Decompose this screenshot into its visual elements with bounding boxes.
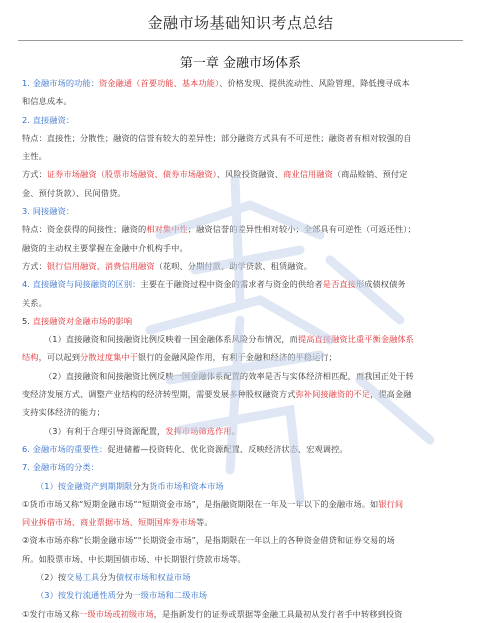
text-segment: 6. 金融市场的重要性： bbox=[22, 443, 108, 454]
text-segment: 发挥市场筛选作用 bbox=[165, 425, 232, 436]
text-segment: 主要在于融资过程中资金的需求者与资金的供给者 bbox=[140, 279, 323, 290]
text-segment: 方式： bbox=[22, 260, 47, 271]
text-segment: 、价格发现、提供流动性、风险管理、降低搜寻成本 bbox=[219, 78, 410, 88]
text-segment: （花呗、分期付款、助学贷款、租赁融资。 bbox=[154, 260, 313, 271]
text-segment: （2）直接融资和间接融资比例反映一国金融体系配置的效率是否与实体经济相匹配，而我国正处于转 bbox=[44, 370, 414, 381]
text-segment: ，是指新发行的证券或票据等金融工具最初从发行者手中转移到投资 bbox=[153, 608, 403, 619]
text-segment: 关系。 bbox=[22, 297, 47, 308]
text-segment: 结构 bbox=[22, 352, 39, 363]
text-segment: 变经济发展方式、调整产业结构的经济转型期，需要发展多种股权融资方式 bbox=[22, 389, 296, 400]
text-segment: ①发行市场又称 bbox=[22, 608, 80, 619]
text-segment: 弥补间接融资的不足 bbox=[295, 389, 371, 400]
text-line bbox=[22, 385, 460, 403]
text-line bbox=[22, 220, 460, 238]
text-segment: 证券市场融资（股票市场融资、债券市场融资） bbox=[46, 169, 217, 180]
text-line bbox=[22, 440, 460, 458]
text-segment: 5. bbox=[22, 315, 33, 326]
text-line bbox=[22, 184, 460, 202]
text-line bbox=[22, 568, 460, 586]
text-line bbox=[22, 550, 460, 568]
text-line bbox=[22, 147, 460, 165]
text-segment: ②资本市场亦称“长期金融市场”“长期资金市场”，是指期限在一年以上的各种资金借贷和证券交易的场 bbox=[22, 535, 395, 546]
text-segment: 促进储蓄—投资转化、优化资源配置、反映经济状态、宏观调控。 bbox=[107, 443, 348, 454]
text-segment: 特点：资金获得的间接性；融资的 bbox=[22, 224, 147, 235]
text-segment: 金、预付货款）、民间借贷。 bbox=[22, 187, 126, 198]
text-segment: 是否直接 bbox=[322, 279, 356, 290]
text-line bbox=[22, 513, 460, 531]
text-segment: ，可以起到 bbox=[38, 352, 81, 363]
text-segment: 等。 bbox=[196, 517, 213, 528]
text-line bbox=[22, 458, 460, 476]
text-line bbox=[22, 294, 460, 312]
text-segment: 分散过度集中于 bbox=[80, 352, 139, 363]
text-segment: 7. 金融市场的分类： bbox=[22, 462, 100, 473]
text-segment: 4. 直接融资与间接融资的区别： bbox=[22, 279, 141, 290]
text-segment: 同业拆借市场、商业票据市场、短期国库券市场 bbox=[22, 517, 197, 528]
text-segment: 主性。 bbox=[22, 151, 47, 162]
text-segment: 所。如股票市场、中长期国债市场、中长期银行贷款市场等。 bbox=[22, 553, 246, 564]
text-segment: 债权市场和权益市场 bbox=[115, 572, 191, 583]
text-line bbox=[22, 92, 460, 110]
text-line bbox=[22, 348, 460, 366]
text-segment: 2. 直接融资： bbox=[22, 114, 75, 125]
text-segment: ，提高金融 bbox=[370, 389, 412, 400]
text-line bbox=[22, 477, 460, 495]
text-line bbox=[22, 202, 460, 220]
text-segment: 形成债权债务 bbox=[355, 279, 406, 290]
text-line bbox=[22, 74, 460, 92]
text-line bbox=[22, 275, 460, 293]
text-line bbox=[22, 129, 460, 147]
text-segment: 银行间 bbox=[378, 498, 404, 509]
text-segment: （商品赊销、预付定 bbox=[332, 169, 408, 180]
text-segment: 交易工具 bbox=[66, 572, 100, 583]
text-line bbox=[22, 403, 460, 421]
text-segment: 3. 间接融资： bbox=[22, 206, 75, 217]
text-line bbox=[22, 330, 460, 348]
text-line bbox=[22, 367, 460, 385]
text-line bbox=[22, 111, 460, 129]
text-segment: 特点：直接性；分散性；融资的信誉有较大的差异性；部分融资方式具有不可逆性；融资者有相对较强的自 bbox=[22, 132, 412, 143]
text-segment: 1. 金融市场的功能： bbox=[22, 78, 100, 88]
text-segment: 方式： bbox=[22, 169, 47, 180]
text-segment: 银行的金融风险作用，有利于金融和经济的平稳运行； bbox=[138, 352, 337, 363]
text-segment: （3）有利于合理引导资源配置， bbox=[44, 425, 166, 436]
text-line bbox=[22, 495, 460, 513]
text-segment: （1）直接融资和间接融资比例反映着一国金融体系风险分布情况，而 bbox=[44, 334, 298, 345]
text-segment: 一级市场和二级市场 bbox=[132, 590, 208, 601]
text-segment: 相对集中性 bbox=[146, 224, 188, 235]
document-title: 金融市场基础知识考点总结 bbox=[147, 14, 334, 32]
text-segment: 一级市场或初级市场 bbox=[79, 608, 154, 619]
text-segment: 分为 bbox=[132, 480, 150, 491]
text-segment: 分为 bbox=[115, 590, 133, 601]
text-segment: 融资的主动权主要掌握在金融中介机构手中。 bbox=[22, 242, 188, 253]
text-line bbox=[22, 605, 460, 623]
text-line bbox=[22, 239, 460, 257]
text-segment: 。 bbox=[231, 425, 240, 436]
text-segment: 提高直接融资比重平衡金融体系 bbox=[297, 334, 414, 345]
text-segment: 直接融资对金融市场的影响 bbox=[32, 315, 133, 326]
document-body bbox=[22, 74, 460, 623]
chapter-heading: 第一章 金融市场体系 bbox=[179, 56, 302, 71]
text-segment: ①货币市场又称“短期金融市场”“短期资金市场”，是指融资期限在一年及一年以下的金融市场。如 bbox=[22, 498, 379, 509]
text-line bbox=[22, 422, 460, 440]
text-segment: （2）按 bbox=[36, 572, 67, 583]
text-line bbox=[22, 531, 460, 549]
title-divider bbox=[18, 40, 463, 41]
text-segment: 商业信用融资 bbox=[283, 169, 333, 180]
text-line bbox=[22, 165, 460, 183]
text-segment: ；融资信誉的差异性相对较小；全部具有可逆性（可返还性）； bbox=[187, 224, 416, 235]
text-segment: （1）按金融资产到期期限 bbox=[36, 480, 133, 491]
text-segment: 支持实体经济的能力； bbox=[22, 407, 105, 418]
text-segment: 和信息成本。 bbox=[22, 96, 72, 107]
text-line bbox=[22, 312, 460, 330]
text-segment: 货币市场和资本市场 bbox=[149, 480, 224, 491]
text-segment: 、风险投资融资、 bbox=[216, 169, 284, 180]
text-segment: 分为 bbox=[99, 572, 116, 583]
text-segment: 银行信用融资、消费信用融资 bbox=[46, 260, 155, 271]
text-segment: （3）按发行流通性质 bbox=[36, 590, 116, 601]
text-line bbox=[22, 257, 460, 275]
text-segment: 资金融通（首要功能、基本功能） bbox=[99, 78, 220, 88]
